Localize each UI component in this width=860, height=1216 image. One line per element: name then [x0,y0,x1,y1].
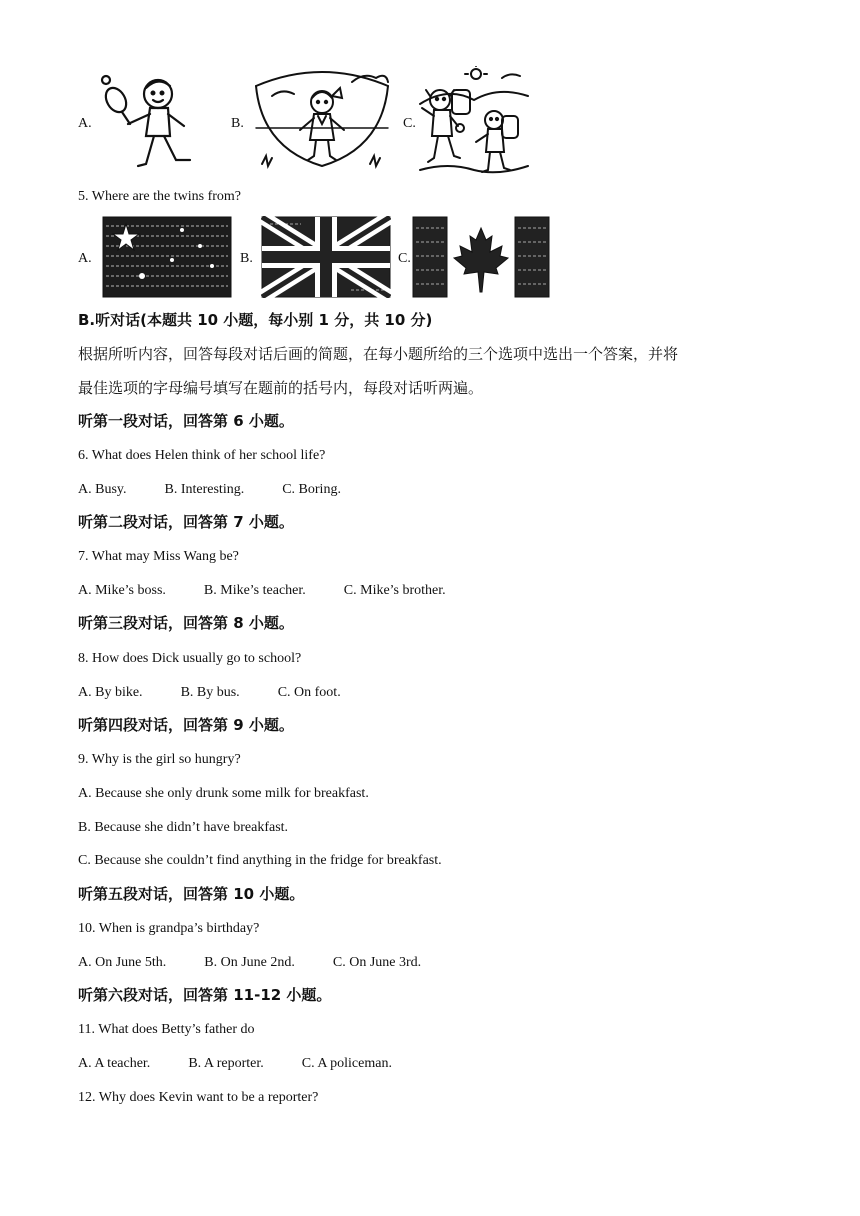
q4-label-a: A. [78,116,92,131]
tennis-player-icon [98,74,202,174]
jump-rope-girl-icon [252,68,392,176]
question-7: 7. What may Miss Wang be? [78,549,239,564]
option-c[interactable]: C. A policeman. [301,1056,392,1071]
option-b[interactable]: B. By bus. [180,685,240,700]
q4-label-c: C. [403,116,416,131]
canada-flag-icon [412,216,550,298]
question-8: 8. How does Dick usually go to school? [78,651,302,666]
question-6: 6. What does Helen think of her school life? [78,448,326,463]
question-6-options [78,481,379,499]
q5-label-a: A. [78,251,92,266]
dialogue-3-heading: 听第三段对话，回答第 8 小题。 [78,614,294,632]
option-b[interactable]: B. Mike’s teacher. [203,583,306,598]
q5-question: 5. Where are the twins from? [78,189,242,204]
question-10: 10. When is grandpa’s birthday? [78,921,260,936]
option-a[interactable]: A. On June 5th. [78,955,167,970]
option-a[interactable]: A. A teacher. [78,1056,151,1071]
option-a[interactable]: A. Busy. [78,482,127,497]
dialogue-6-heading: 听第六段对话，回答第 11-12 小题。 [78,986,332,1004]
q4-label-b: B. [231,116,244,131]
option-c[interactable]: C. Mike’s brother. [343,583,446,598]
option-b[interactable]: B. On June 2nd. [204,955,295,970]
dialogue-5-heading: 听第五段对话，回答第 10 小题。 [78,885,305,903]
australia-flag-icon [102,216,232,298]
option-a[interactable]: A. Mike’s boss. [78,583,166,598]
dialogue-4-heading: 听第四段对话，回答第 9 小题。 [78,716,294,734]
question-11-options [78,1055,430,1073]
question-11: 11. What does Betty’s father do [78,1022,255,1037]
section-b-instruction-2: 最佳选项的字母编号填写在题前的括号内，每段对话听两遍。 [78,379,484,397]
q5-label-c: C. [398,251,411,266]
section-b-title: B.听对话(本题共 10 小题，每小别 1 分，共 10 分) [78,311,433,329]
question-9-option-a[interactable]: A. Because she only drunk some milk for breakfast. [78,786,369,801]
option-c[interactable]: C. On June 3rd. [332,955,422,970]
option-b[interactable]: B. A reporter. [188,1056,264,1071]
question-9-option-b[interactable]: B. Because she didn’t have breakfast. [78,820,289,835]
uk-flag-icon [261,216,391,298]
question-7-options [78,582,484,600]
option-c[interactable]: C. On foot. [277,685,341,700]
question-12: 12. Why does Kevin want to be a reporter? [78,1090,319,1105]
question-9-option-c[interactable]: C. Because she couldn’t find anything in the fridge for breakfast. [78,853,442,868]
option-c[interactable]: C. Boring. [282,482,341,497]
dialogue-2-heading: 听第二段对话，回答第 7 小题。 [78,513,294,531]
question-9: 9. Why is the girl so hungry? [78,752,241,767]
question-10-options [78,954,459,972]
option-a[interactable]: A. By bike. [78,685,143,700]
question-8-options [78,684,379,702]
q5-label-b: B. [240,251,253,266]
option-b[interactable]: B. Interesting. [164,482,245,497]
section-b-instruction-1: 根据所听内容，回答每段对话后画的简题，在每小题所给的三个选项中选出一个答案，并将 [78,345,679,363]
dialogue-1-heading: 听第一段对话，回答第 6 小题。 [78,412,294,430]
hiking-kids-icon [418,66,530,178]
